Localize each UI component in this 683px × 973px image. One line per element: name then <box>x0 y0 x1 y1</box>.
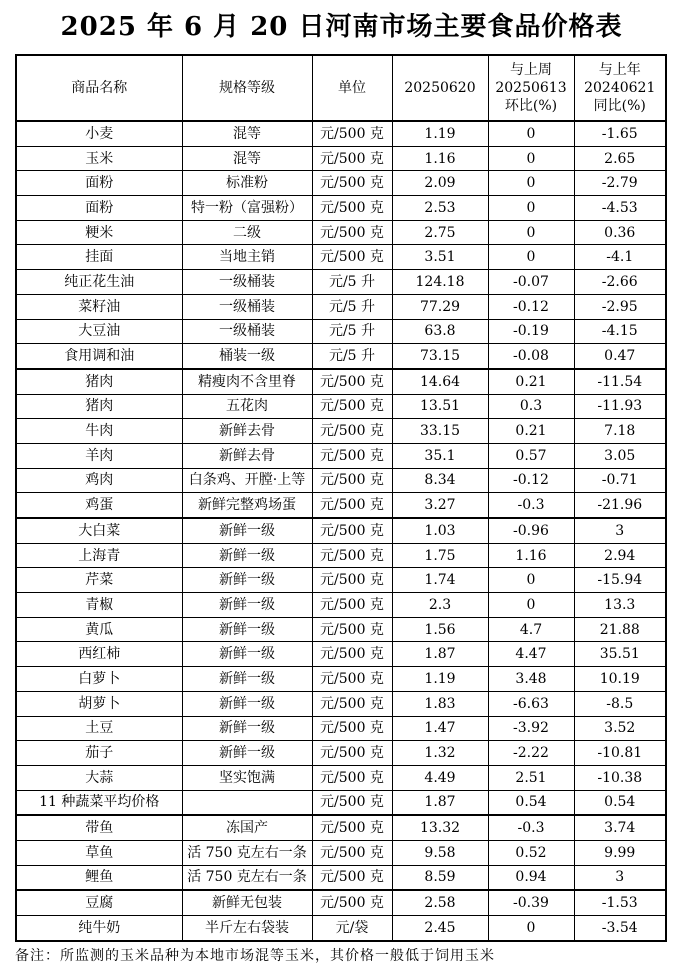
table-cell: 坚实饱满 <box>182 765 312 790</box>
table-row <box>16 344 666 369</box>
table-cell: 牛肉 <box>16 419 182 444</box>
table-cell: 2.53 <box>392 196 488 221</box>
table-cell: 大白菜 <box>16 518 182 543</box>
table-cell: 元/500 克 <box>312 642 392 667</box>
table-row <box>16 815 666 840</box>
table-row <box>16 790 666 815</box>
table-cell: 半斤左右袋装 <box>182 916 312 941</box>
column-header: 规格等级 <box>182 55 312 121</box>
table-cell: 0.47 <box>574 344 666 369</box>
table-cell: 2.45 <box>392 916 488 941</box>
column-header: 20250620 <box>392 55 488 121</box>
table-cell: -6.63 <box>488 691 574 716</box>
table-cell: 玉米 <box>16 146 182 171</box>
table-row <box>16 146 666 171</box>
table-cell: 标准粉 <box>182 171 312 196</box>
table-body <box>16 121 666 941</box>
table-cell: 冻国产 <box>182 815 312 840</box>
table-cell: 新鲜无包装 <box>182 890 312 915</box>
table-cell: 元/500 克 <box>312 890 392 915</box>
table-cell: 3 <box>574 518 666 543</box>
table-cell: 2.65 <box>574 146 666 171</box>
table-row <box>16 245 666 270</box>
table-cell: 0 <box>488 245 574 270</box>
table-cell: 1.56 <box>392 617 488 642</box>
table-cell: -8.5 <box>574 691 666 716</box>
table-cell: 桶装一级 <box>182 344 312 369</box>
table-cell: 大豆油 <box>16 319 182 344</box>
table-cell: 羊肉 <box>16 443 182 468</box>
table-cell: 0.21 <box>488 419 574 444</box>
table-cell: -4.53 <box>574 196 666 221</box>
table-cell: 0.57 <box>488 443 574 468</box>
table-cell: 元/500 克 <box>312 593 392 618</box>
table-cell: 元/5 升 <box>312 294 392 319</box>
table-cell: -0.12 <box>488 468 574 493</box>
table-cell: 元/500 克 <box>312 146 392 171</box>
table-row <box>16 493 666 518</box>
table-cell: 元/500 克 <box>312 443 392 468</box>
table-cell: 35.51 <box>574 642 666 667</box>
table-cell: 2.58 <box>392 890 488 915</box>
table-cell: -11.54 <box>574 369 666 394</box>
table-cell: 粳米 <box>16 220 182 245</box>
table-cell: -2.22 <box>488 741 574 766</box>
page-title: 2025 年 6 月 20 日河南市场主要食品价格表 <box>60 12 623 42</box>
table-row <box>16 319 666 344</box>
table-cell: 元/500 克 <box>312 691 392 716</box>
table-cell: 10.19 <box>574 667 666 692</box>
table-cell: 1.16 <box>392 146 488 171</box>
table-row <box>16 890 666 915</box>
table-row <box>16 220 666 245</box>
table-cell: -3.92 <box>488 716 574 741</box>
table-cell: 元/500 克 <box>312 493 392 518</box>
table-cell: -0.39 <box>488 890 574 915</box>
table-cell: 胡萝卜 <box>16 691 182 716</box>
table-cell: 白条鸡、开膛·上等 <box>182 468 312 493</box>
table-row <box>16 691 666 716</box>
table-cell: 13.3 <box>574 593 666 618</box>
table-row <box>16 840 666 865</box>
table-cell: -0.12 <box>488 294 574 319</box>
table-cell: 77.29 <box>392 294 488 319</box>
table-cell: -2.66 <box>574 270 666 295</box>
table-cell: 一级桶装 <box>182 319 312 344</box>
table-cell: 元/500 克 <box>312 741 392 766</box>
table-cell: 1.16 <box>488 543 574 568</box>
table-cell: 元/500 克 <box>312 196 392 221</box>
table-cell: 新鲜一级 <box>182 716 312 741</box>
table-cell: 2.75 <box>392 220 488 245</box>
table-cell: 新鲜一级 <box>182 568 312 593</box>
table-cell: 1.87 <box>392 642 488 667</box>
table-cell: 9.58 <box>392 840 488 865</box>
table-cell: 8.59 <box>392 865 488 890</box>
table-cell: 0.94 <box>488 865 574 890</box>
table-cell: 124.18 <box>392 270 488 295</box>
table-cell: 元/500 克 <box>312 121 392 146</box>
table-cell: 4.49 <box>392 765 488 790</box>
table-cell: 新鲜一级 <box>182 691 312 716</box>
table-row <box>16 294 666 319</box>
table-cell: 3.52 <box>574 716 666 741</box>
table-cell: -0.3 <box>488 815 574 840</box>
table-cell: -11.93 <box>574 394 666 419</box>
table-cell: -0.71 <box>574 468 666 493</box>
table-cell: -3.54 <box>574 916 666 941</box>
table-row <box>16 716 666 741</box>
table-cell: 大蒜 <box>16 765 182 790</box>
table-cell: 面粉 <box>16 171 182 196</box>
table-cell: 0.21 <box>488 369 574 394</box>
table-cell: 活 750 克左右一条 <box>182 865 312 890</box>
table-cell: 混等 <box>182 121 312 146</box>
table-cell: 小麦 <box>16 121 182 146</box>
table-cell: 白萝卜 <box>16 667 182 692</box>
table-cell: -10.81 <box>574 741 666 766</box>
table-row <box>16 865 666 890</box>
table-cell: 土豆 <box>16 716 182 741</box>
table-cell: 3.51 <box>392 245 488 270</box>
table-cell: 13.32 <box>392 815 488 840</box>
table-cell: 11 种蔬菜平均价格 <box>16 790 182 815</box>
table-cell: 1.03 <box>392 518 488 543</box>
table-cell: -2.95 <box>574 294 666 319</box>
table-cell: -0.07 <box>488 270 574 295</box>
column-header: 与上年 20240621 同比(%) <box>574 55 666 121</box>
table-row <box>16 171 666 196</box>
table-cell: 0 <box>488 916 574 941</box>
table-cell: 猪肉 <box>16 369 182 394</box>
table-cell: 混等 <box>182 146 312 171</box>
table-cell: -4.1 <box>574 245 666 270</box>
table-cell: 豆腐 <box>16 890 182 915</box>
table-cell: 一级桶装 <box>182 270 312 295</box>
table-cell: 元/500 克 <box>312 220 392 245</box>
table-cell: 元/500 克 <box>312 543 392 568</box>
table-cell: 菜籽油 <box>16 294 182 319</box>
table-cell: 元/500 克 <box>312 419 392 444</box>
table-cell: 2.94 <box>574 543 666 568</box>
table-cell: 0.54 <box>574 790 666 815</box>
table-row <box>16 121 666 146</box>
column-header: 与上周 20250613 环比(%) <box>488 55 574 121</box>
table-row <box>16 394 666 419</box>
table-cell: 73.15 <box>392 344 488 369</box>
table-row <box>16 765 666 790</box>
table-cell: -2.79 <box>574 171 666 196</box>
table-cell: -0.19 <box>488 319 574 344</box>
table-cell: 挂面 <box>16 245 182 270</box>
table-cell: 元/500 克 <box>312 765 392 790</box>
table-cell: -0.08 <box>488 344 574 369</box>
table-cell: 元/500 克 <box>312 790 392 815</box>
table-cell: 元/500 克 <box>312 716 392 741</box>
table-header <box>16 55 666 121</box>
table-cell: 精瘦肉不含里脊 <box>182 369 312 394</box>
table-cell: 元/500 克 <box>312 468 392 493</box>
table-cell: 新鲜去骨 <box>182 443 312 468</box>
table-cell: 元/5 升 <box>312 270 392 295</box>
table-cell: 食用调和油 <box>16 344 182 369</box>
table-cell: 黄瓜 <box>16 617 182 642</box>
footnote: 备注：所监测的玉米品种为本地市场混等玉米，其价格一般低于饲用玉米 <box>15 948 495 964</box>
table-cell: 草鱼 <box>16 840 182 865</box>
table-cell: 21.88 <box>574 617 666 642</box>
table-cell: 0.36 <box>574 220 666 245</box>
table-cell: 茄子 <box>16 741 182 766</box>
table-cell: 新鲜一级 <box>182 593 312 618</box>
table-cell: -0.3 <box>488 493 574 518</box>
table-row <box>16 916 666 941</box>
table-cell: 面粉 <box>16 196 182 221</box>
table-row <box>16 196 666 221</box>
table-cell: 元/500 克 <box>312 617 392 642</box>
table-cell: 青椒 <box>16 593 182 618</box>
table-row <box>16 543 666 568</box>
table-cell: 14.64 <box>392 369 488 394</box>
table-cell: 0.52 <box>488 840 574 865</box>
table-row <box>16 642 666 667</box>
table-cell: 芹菜 <box>16 568 182 593</box>
table-cell: 8.34 <box>392 468 488 493</box>
table-cell: 1.47 <box>392 716 488 741</box>
table-cell: 2.51 <box>488 765 574 790</box>
table-cell: 活 750 克左右一条 <box>182 840 312 865</box>
table-cell: 新鲜一级 <box>182 617 312 642</box>
table-cell: 元/500 克 <box>312 568 392 593</box>
table-cell: 二级 <box>182 220 312 245</box>
table-cell: 3.05 <box>574 443 666 468</box>
table-cell: 元/500 克 <box>312 171 392 196</box>
table-cell: 0 <box>488 146 574 171</box>
table-cell: 元/500 克 <box>312 667 392 692</box>
table-cell: 0 <box>488 568 574 593</box>
table-row <box>16 270 666 295</box>
table-cell: 35.1 <box>392 443 488 468</box>
table-row <box>16 617 666 642</box>
table-cell: 元/500 克 <box>312 518 392 543</box>
table-cell: 元/500 克 <box>312 815 392 840</box>
table-cell: 1.32 <box>392 741 488 766</box>
table-cell: -1.65 <box>574 121 666 146</box>
table-cell: -4.15 <box>574 319 666 344</box>
table-cell: 1.74 <box>392 568 488 593</box>
table-cell: -1.53 <box>574 890 666 915</box>
table-cell: 0 <box>488 171 574 196</box>
table-row <box>16 443 666 468</box>
table-cell: 新鲜去骨 <box>182 419 312 444</box>
table-cell: 0.3 <box>488 394 574 419</box>
table-cell: -10.38 <box>574 765 666 790</box>
table-cell: -15.94 <box>574 568 666 593</box>
table-cell: 新鲜一级 <box>182 518 312 543</box>
table-cell: 西红柿 <box>16 642 182 667</box>
table-cell: 带鱼 <box>16 815 182 840</box>
table-cell: 13.51 <box>392 394 488 419</box>
table-cell: 1.87 <box>392 790 488 815</box>
table-cell: 3.48 <box>488 667 574 692</box>
table-cell: 1.19 <box>392 667 488 692</box>
table-cell: -0.96 <box>488 518 574 543</box>
table-row <box>16 593 666 618</box>
column-header: 单位 <box>312 55 392 121</box>
table-cell: 63.8 <box>392 319 488 344</box>
table-row <box>16 369 666 394</box>
table-row <box>16 468 666 493</box>
table-cell: 元/500 克 <box>312 394 392 419</box>
table-row <box>16 667 666 692</box>
table-cell: 元/500 克 <box>312 369 392 394</box>
table-cell: 元/袋 <box>312 916 392 941</box>
table-cell: 五花肉 <box>182 394 312 419</box>
table-cell: 元/5 升 <box>312 344 392 369</box>
table-cell: 1.19 <box>392 121 488 146</box>
table-cell: 7.18 <box>574 419 666 444</box>
table-cell: 猪肉 <box>16 394 182 419</box>
table-cell <box>182 790 312 815</box>
table-cell: 特一粉（富强粉） <box>182 196 312 221</box>
table-cell: 一级桶装 <box>182 294 312 319</box>
table-row <box>16 741 666 766</box>
table-cell: 元/500 克 <box>312 865 392 890</box>
table-cell: 3.27 <box>392 493 488 518</box>
price-table <box>15 54 667 942</box>
table-cell: 鸡肉 <box>16 468 182 493</box>
table-cell: 纯牛奶 <box>16 916 182 941</box>
column-header: 商品名称 <box>16 55 182 121</box>
table-cell: 0 <box>488 196 574 221</box>
table-cell: 0.54 <box>488 790 574 815</box>
table-cell: 0 <box>488 121 574 146</box>
table-cell: 0 <box>488 593 574 618</box>
table-cell: 4.47 <box>488 642 574 667</box>
table-cell: 鲤鱼 <box>16 865 182 890</box>
table-cell: 上海青 <box>16 543 182 568</box>
table-cell: 新鲜完整鸡场蛋 <box>182 493 312 518</box>
table-cell: 2.3 <box>392 593 488 618</box>
table-cell: 3.74 <box>574 815 666 840</box>
table-cell: 元/500 克 <box>312 245 392 270</box>
table-row <box>16 518 666 543</box>
table-cell: 33.15 <box>392 419 488 444</box>
table-cell: 新鲜一级 <box>182 642 312 667</box>
table-cell: 1.75 <box>392 543 488 568</box>
table-cell: 2.09 <box>392 171 488 196</box>
table-cell: 纯正花生油 <box>16 270 182 295</box>
table-cell: 元/500 克 <box>312 840 392 865</box>
table-cell: 9.99 <box>574 840 666 865</box>
table-row <box>16 568 666 593</box>
table-cell: 3 <box>574 865 666 890</box>
table-cell: 1.83 <box>392 691 488 716</box>
table-cell: 新鲜一级 <box>182 543 312 568</box>
table-cell: 当地主销 <box>182 245 312 270</box>
table-cell: 元/5 升 <box>312 319 392 344</box>
table-row <box>16 419 666 444</box>
table-cell: 鸡蛋 <box>16 493 182 518</box>
table-cell: 0 <box>488 220 574 245</box>
table-cell: -21.96 <box>574 493 666 518</box>
table-cell: 新鲜一级 <box>182 667 312 692</box>
table-cell: 新鲜一级 <box>182 741 312 766</box>
table-cell: 4.7 <box>488 617 574 642</box>
